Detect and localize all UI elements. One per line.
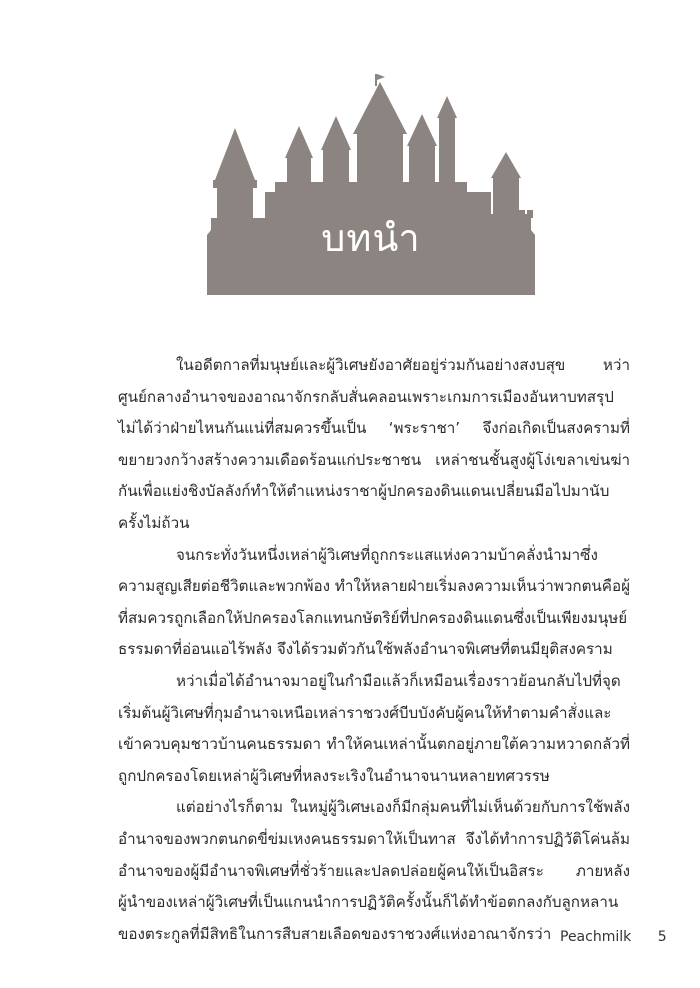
page-number: 5 bbox=[657, 929, 667, 945]
chapter-body bbox=[118, 350, 630, 950]
paragraph: จนกระทั่งวันหนึ่งเหล่าผู้วิเศษที่ถูกกระแสแห่งความบ้าคลั่งนำมาซึ่งความสูญเสียต่อชีวิตและพวกพ้อง ทำให้หลายฝ่ายเริ่มลงความเห็นว่าพวกตนคือผู้ที่สมควรถูกเลือกให้ปกครองโลกแทนกษัตริย์ที่ปกครองดินแดนซึ่งเป็นเพียงมนุษย์ธรรมดาที่อ่อนแอไร้พลัง จึงได้รวมตัวกันใช้พลังอำนาจพิเศษที่ตนมียุติสงคราม bbox=[118, 545, 630, 659]
paragraph: ในอดีตกาลที่มนุษย์และผู้วิเศษยังอาศัยอยู่ร่วมกันอย่างสงบสุข หว่าศูนย์กลางอำนาจของอาณาจักรกลับสั่นคลอนเพราะเกมการเมืองอันหาบทสรุปไม่ได้ว่าฝ่ายไหนกันแน่ที่สมควรขึ้นเป็น ‘พระราชา’ จึงก่อเกิดเป็นสงครามที่ขยายวงกว้างสร้างความเดือดร้อนแก่ประชาชน เหล่าชนชั้นสูงผู้โง่เขลาเข่นฆ่ากันเพื่อแย่งชิงบัลลังก์ทำให้ตำแหน่งราชาผู้ปกครองดินแดนเปลี่ยนมือไปมานับครั้งไม่ถ้วน bbox=[118, 356, 630, 532]
book-title: Peachmilk bbox=[560, 929, 632, 945]
paragraph: แต่อย่างไรก็ตาม ในหมู่ผู้วิเศษเองก็มีกลุ่มคนที่ไม่เห็นด้วยกับการใช้พลังอำนาจของพวกตนกดขี่ข่มเหงคนธรรมดาให้เป็นทาส จึงได้ทำการปฏิวัติโค่นล้มอำนาจของผู้มีอำนาจพิเศษที่ชั่วร้ายและปลดปล่อยผู้คนให้เป็นอิสระ ภายหลังผู้นำของเหล่าผู้วิเศษที่เป็นแกนนำการปฏิวัติครั้งนั้นก็ได้ทำข้อตกลงกับลูกหลานของตระกูลที่มีสิทธิในการสืบสายเลือดของราชวงศ์แห่งอาณาจักรว่า bbox=[118, 798, 630, 943]
paragraph: หว่าเมื่อได้อำนาจมาอยู่ในกำมือแล้วก็เหมือนเรื่องราวย้อนกลับไปที่จุดเริ่มต้นผู้วิเศษที่กุมอำนาจเหนือเหล่าราชวงศ์บีบบังคับผู้คนให้ทำตามคำสั่งและเข้าควบคุมชาวบ้านคนธรรมดา ทำให้คนเหล่านั้นตกอยู่ภายใต้ความหวาดกลัวที่ถูกปกครองโดยเหล่าผู้วิเศษที่หลงระเริงในอำนาจนานหลายทศวรรษ bbox=[118, 671, 630, 785]
chapter-title: บทนำ bbox=[321, 216, 421, 260]
chapter-header bbox=[205, 70, 537, 295]
page-footer bbox=[560, 928, 667, 946]
